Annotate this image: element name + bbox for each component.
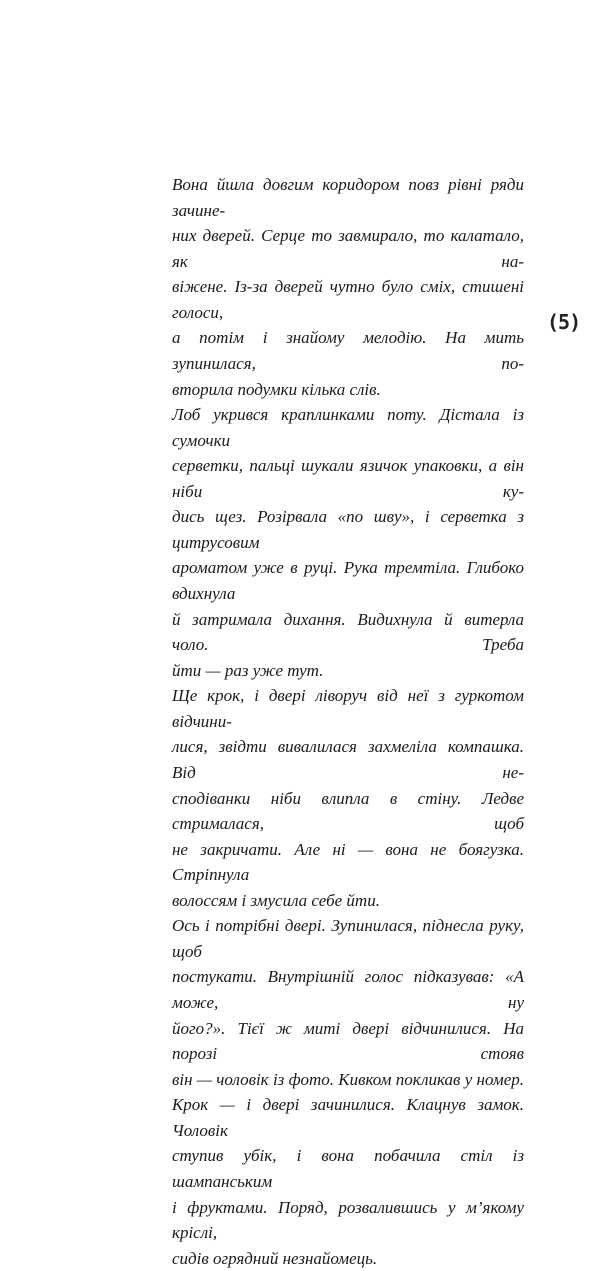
text-line: ароматом уже в руці. Рука тремтіла. Глибоко вдихнула bbox=[172, 558, 524, 603]
text-line: постукати. Внутрішній голос підказував: «А може, ну bbox=[172, 967, 524, 1012]
text-line: й затримала дихання. Видихнула й витерла чоло. Треба bbox=[172, 609, 524, 655]
text-line: них дверей. Серце то завмирало, то калатало, як на- bbox=[172, 226, 524, 271]
paragraph bbox=[172, 402, 524, 683]
text-line: Крок — і двері зачинилися. Клацнув замок. Чоловік bbox=[172, 1095, 524, 1140]
text-line: Ось і потрібні двері. Зупинилася, піднесла руку, щоб bbox=[172, 916, 524, 961]
text-line: Лоб укрився краплинками поту. Дістала із сумочки bbox=[172, 405, 524, 450]
paragraph bbox=[172, 172, 524, 402]
text-line: серветки, пальці шукали язичок упаковки, а він ніби ку- bbox=[172, 456, 524, 501]
text-line: Вона йшла довгим коридором повз рівні ряди зачине- bbox=[172, 175, 524, 220]
text-line: і фруктами. Поряд, розвалившись у м’якому кріслі, bbox=[172, 1197, 524, 1243]
text-line: сидів огрядний незнайомець. bbox=[172, 1248, 378, 1268]
text-line: він — чоловік із фото. Кивком покликав у номер. bbox=[172, 1069, 524, 1089]
text-line: дись щез. Розірвала «по шву», і серветка з цитрусовим bbox=[172, 507, 524, 552]
paragraph bbox=[172, 683, 524, 913]
body-text bbox=[172, 172, 524, 1271]
text-line: Ще крок, і двері ліворуч від неї з гуркотом відчини- bbox=[172, 686, 524, 731]
text-line: ступив убік, і вона побачила стіл із шампанським bbox=[172, 1146, 524, 1191]
text-line: сподіванки ніби влипла в стіну. Ледве стрималася, щоб bbox=[172, 788, 524, 834]
text-line: йти — раз уже тут. bbox=[172, 660, 324, 680]
text-line: лися, звідти вивалилася захмеліла компашка. Від не- bbox=[172, 737, 524, 782]
margin-marker: (5) bbox=[547, 310, 581, 334]
paragraph bbox=[172, 913, 524, 1271]
text-line: віжене. Із-за дверей чутно було сміх, стишені голоси, bbox=[172, 277, 524, 322]
text-line: вторила подумки кілька слів. bbox=[172, 379, 381, 399]
text-line: а потім і знайому мелодію. На мить зупинилася, по- bbox=[172, 328, 524, 373]
text-line: його?». Тієї ж миті двері відчинилися. На порозі стояв bbox=[172, 1018, 524, 1064]
text-line: не закричати. Але ні — вона не боягузка. Стріпнула bbox=[172, 839, 524, 885]
text-line: волоссям і змусила себе йти. bbox=[172, 890, 380, 910]
